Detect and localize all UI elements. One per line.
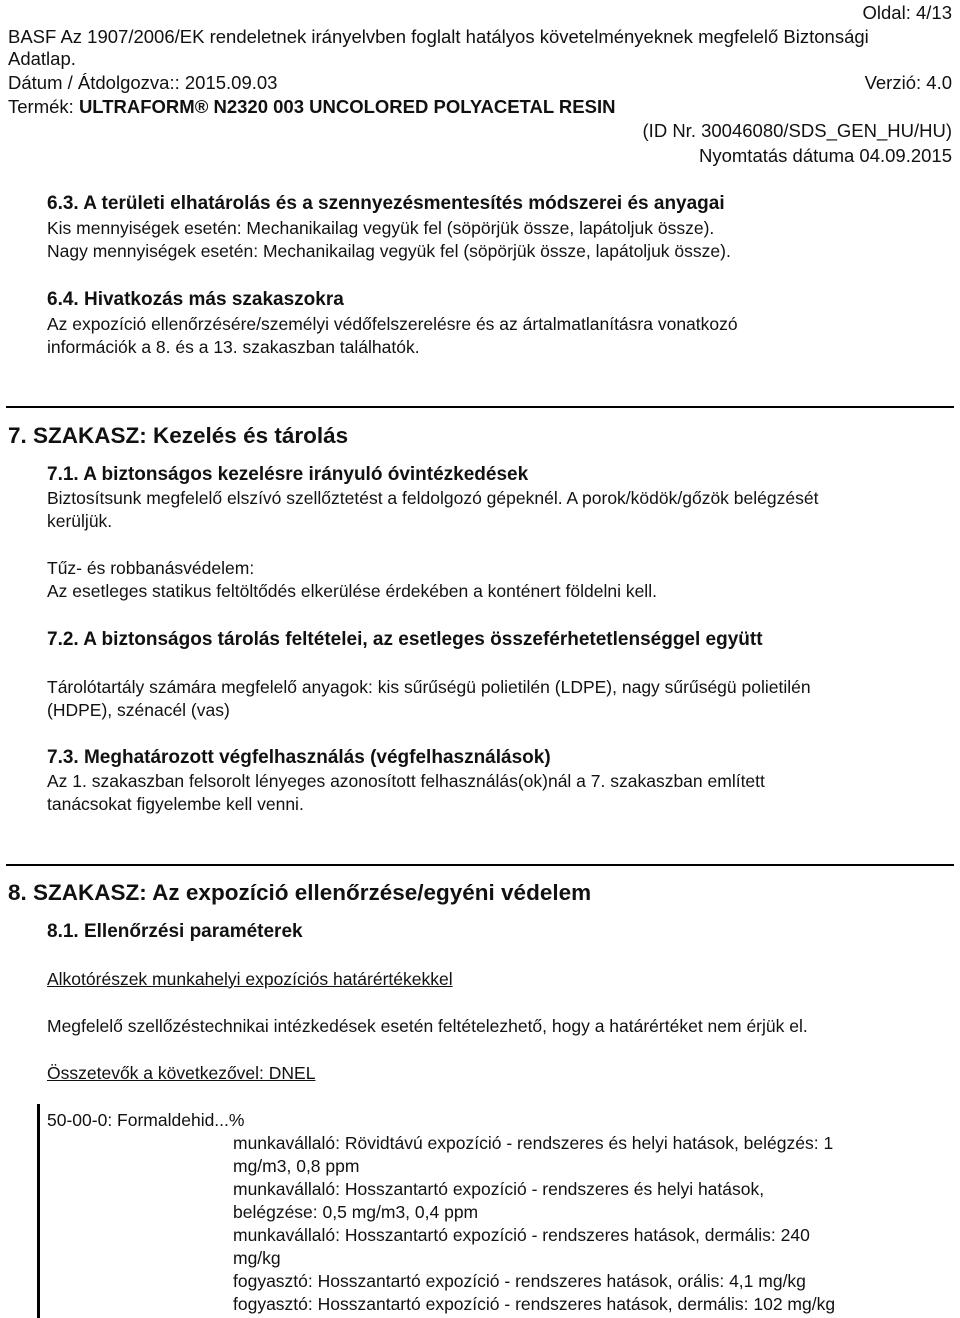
product-prefix: Termék:	[8, 96, 79, 117]
section-7-2-line-2: (HDPE), szénacél (vas)	[47, 700, 230, 720]
section-7-3-title: 7.3. Meghatározott végfelhasználás (végfelhasználások)	[47, 747, 551, 768]
section-divider-8	[6, 864, 954, 866]
section-7-3-line-1: Az 1. szakaszban felsorolt lényeges azonosított felhasználás(ok)nál a 7. szakaszban említett	[47, 771, 765, 791]
section-7-3-line-2: tanácsokat figyelembe kell venni.	[47, 794, 304, 814]
section-7-1-line-1: Biztosítsunk megfelelő elszívó szellőztetést a feldolgozó gépeknél. A porok/ködök/gőzök belégzését	[47, 488, 819, 508]
header-product	[8, 96, 615, 118]
section-7-1-line-2: kerüljük.	[47, 511, 113, 531]
dnel-substance: 50-00-0: Formaldehid...%	[47, 1110, 245, 1130]
fire-protection-text: Az esetleges statikus feltöltődés elkerülése érdekében a konténert földelni kell.	[47, 581, 657, 601]
limits-text: Megfelelő szellőzéstechnikai intézkedések esetén feltételezhető, hogy a határértéket nem érjük el.	[47, 1016, 808, 1036]
dnel-heading: Összetevők a következővel: DNEL	[47, 1063, 316, 1083]
dnel-line: mg/kg	[233, 1248, 281, 1268]
page-number: Oldal: 4/13	[862, 2, 952, 23]
dnel-line: munkavállaló: Hosszantartó expozíció - rendszeres hatások, dermális: 240	[233, 1225, 810, 1245]
section-7-2-title: 7.2. A biztonságos tárolás feltételei, az esetleges összeférhetetlenséggel együtt	[47, 629, 763, 650]
header-date: Dátum / Átdolgozva:: 2015.09.03	[8, 72, 278, 93]
section-6-3-line-1: Kis mennyiségek esetén: Mechanikailag vegyük fel (söpörjük össze, lapátoljuk össze).	[47, 218, 715, 238]
section-6-3-line-2: Nagy mennyiségek esetén: Mechanikailag vegyük fel (söpörjük össze, lapátoljuk össze).	[47, 241, 731, 261]
product-name: ULTRAFORM® N2320 003 UNCOLORED POLYACETAL RESIN	[78, 96, 616, 117]
dnel-line: munkavállaló: Hosszantartó expozíció - rendszeres és helyi hatások,	[233, 1179, 765, 1199]
header-line-1: BASF Az 1907/2006/EK rendeletnek irányelvben foglalt hatályos követelményeknek megfelelő Biztonsági	[8, 26, 869, 47]
section-7-title: 7. SZAKASZ: Kezelés és tárolás	[8, 423, 349, 448]
limits-heading: Alkotórészek munkahelyi expozíciós határértékekkel	[47, 969, 453, 989]
section-6-4-line-1: Az expozíció ellenőrzésére/személyi védőfelszerelésre és az ártalmatlanításra vonatkozó	[47, 314, 738, 334]
dnel-line: fogyasztó: Hosszantartó expozíció - rendszeres hatások, dermális: 102 mg/kg	[233, 1294, 836, 1314]
section-6-4-line-2: információk a 8. és a 13. szakaszban találhatók.	[47, 337, 420, 357]
dnel-block-bar	[37, 1104, 40, 1318]
header-line-2: Adatlap.	[8, 48, 76, 69]
section-divider-7	[6, 406, 954, 408]
section-7-2-line-1: Tárolótartály számára megfelelő anyagok: kis sűrűségü polietilén (LDPE), nagy sűrűségü polietilén	[47, 677, 811, 697]
section-6-3-title: 6.3. A területi elhatárolás és a szennyezésmentesítés módszerei és anyagai	[47, 193, 725, 214]
header-version: Verzió: 4.0	[864, 72, 952, 93]
dnel-line: mg/m3, 0,8 ppm	[233, 1156, 360, 1176]
header-print-date: Nyomtatás dátuma 04.09.2015	[699, 145, 952, 166]
dnel-line: fogyasztó: Hosszantartó expozíció - rendszeres hatások, orális: 4,1 mg/kg	[233, 1271, 806, 1291]
dnel-line: munkavállaló: Rövidtávú expozíció - rendszeres és helyi hatások, belégzés: 1	[233, 1133, 834, 1153]
section-7-1-title: 7.1. A biztonságos kezelésre irányuló óvintézkedések	[47, 464, 529, 485]
dnel-line: belégzése: 0,5 mg/m3, 0,4 ppm	[233, 1202, 479, 1222]
fire-protection-label: Tűz- és robbanásvédelem:	[47, 558, 255, 578]
header-id-number: (ID Nr. 30046080/SDS_GEN_HU/HU)	[642, 120, 952, 141]
section-6-4-title: 6.4. Hivatkozás más szakaszokra	[47, 289, 344, 310]
section-8-1-title: 8.1. Ellenőrzési paraméterek	[47, 921, 303, 942]
section-8-title: 8. SZAKASZ: Az expozíció ellenőrzése/egyéni védelem	[8, 880, 592, 905]
